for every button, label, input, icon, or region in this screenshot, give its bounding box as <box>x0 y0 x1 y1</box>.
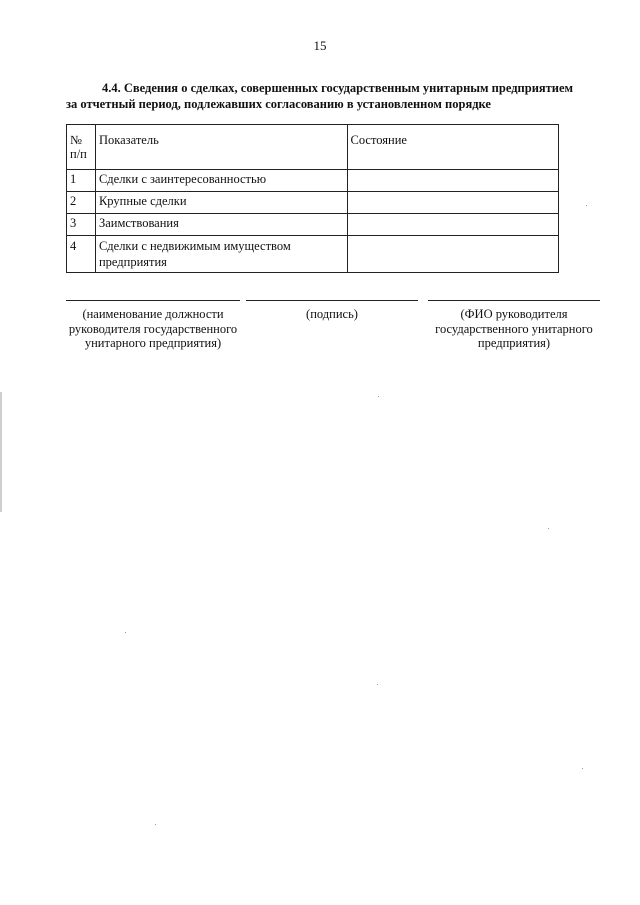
table-row <box>67 214 559 236</box>
section-heading-line-1: 4.4. Сведения о сделках, совершенных государственным унитарным предприятием <box>102 81 574 95</box>
scan-speck <box>377 684 378 685</box>
scan-speck <box>378 396 379 397</box>
scan-edge-mark <box>0 392 2 512</box>
signature-position-block <box>66 300 240 351</box>
row-status <box>347 170 559 192</box>
signature-line <box>428 300 600 301</box>
table-row <box>67 192 559 214</box>
row-indicator: Крупные сделки <box>95 192 347 214</box>
header-indicator: Показатель <box>95 125 347 170</box>
position-caption: (наименование должности руководителя государственного унитарного предприятия) <box>68 307 238 350</box>
signature-name-block <box>428 300 600 351</box>
header-number: № п/п <box>67 125 96 170</box>
section-heading <box>66 80 606 112</box>
scan-speck <box>548 528 549 529</box>
scan-speck <box>125 632 126 633</box>
name-caption: (ФИО руководителя государственного унитарного предприятия) <box>435 307 593 350</box>
row-indicator: Сделки с заинтересованностью <box>95 170 347 192</box>
row-status <box>347 236 559 273</box>
signature-sign-block <box>246 300 418 322</box>
signature-line <box>246 300 418 301</box>
signature-caption: (подпись) <box>306 307 358 321</box>
row-number: 2 <box>67 192 96 214</box>
table-row <box>67 170 559 192</box>
row-indicator: Сделки с недвижимым имуществом предприятия <box>95 236 347 273</box>
table-row <box>67 236 559 273</box>
scan-speck <box>586 205 587 206</box>
row-status <box>347 192 559 214</box>
header-status: Состояние <box>347 125 559 170</box>
signature-line <box>66 300 240 301</box>
transactions-table <box>66 124 559 273</box>
page-number: 15 <box>313 38 327 53</box>
table-header-row <box>67 125 559 170</box>
row-status <box>347 214 559 236</box>
scan-speck <box>155 824 156 825</box>
row-number: 3 <box>67 214 96 236</box>
scan-speck <box>582 768 583 769</box>
row-indicator: Заимствования <box>95 214 347 236</box>
section-heading-line-2: за отчетный период, подлежавших согласованию в установленном порядке <box>66 97 491 111</box>
row-number: 4 <box>67 236 96 273</box>
row-number: 1 <box>67 170 96 192</box>
